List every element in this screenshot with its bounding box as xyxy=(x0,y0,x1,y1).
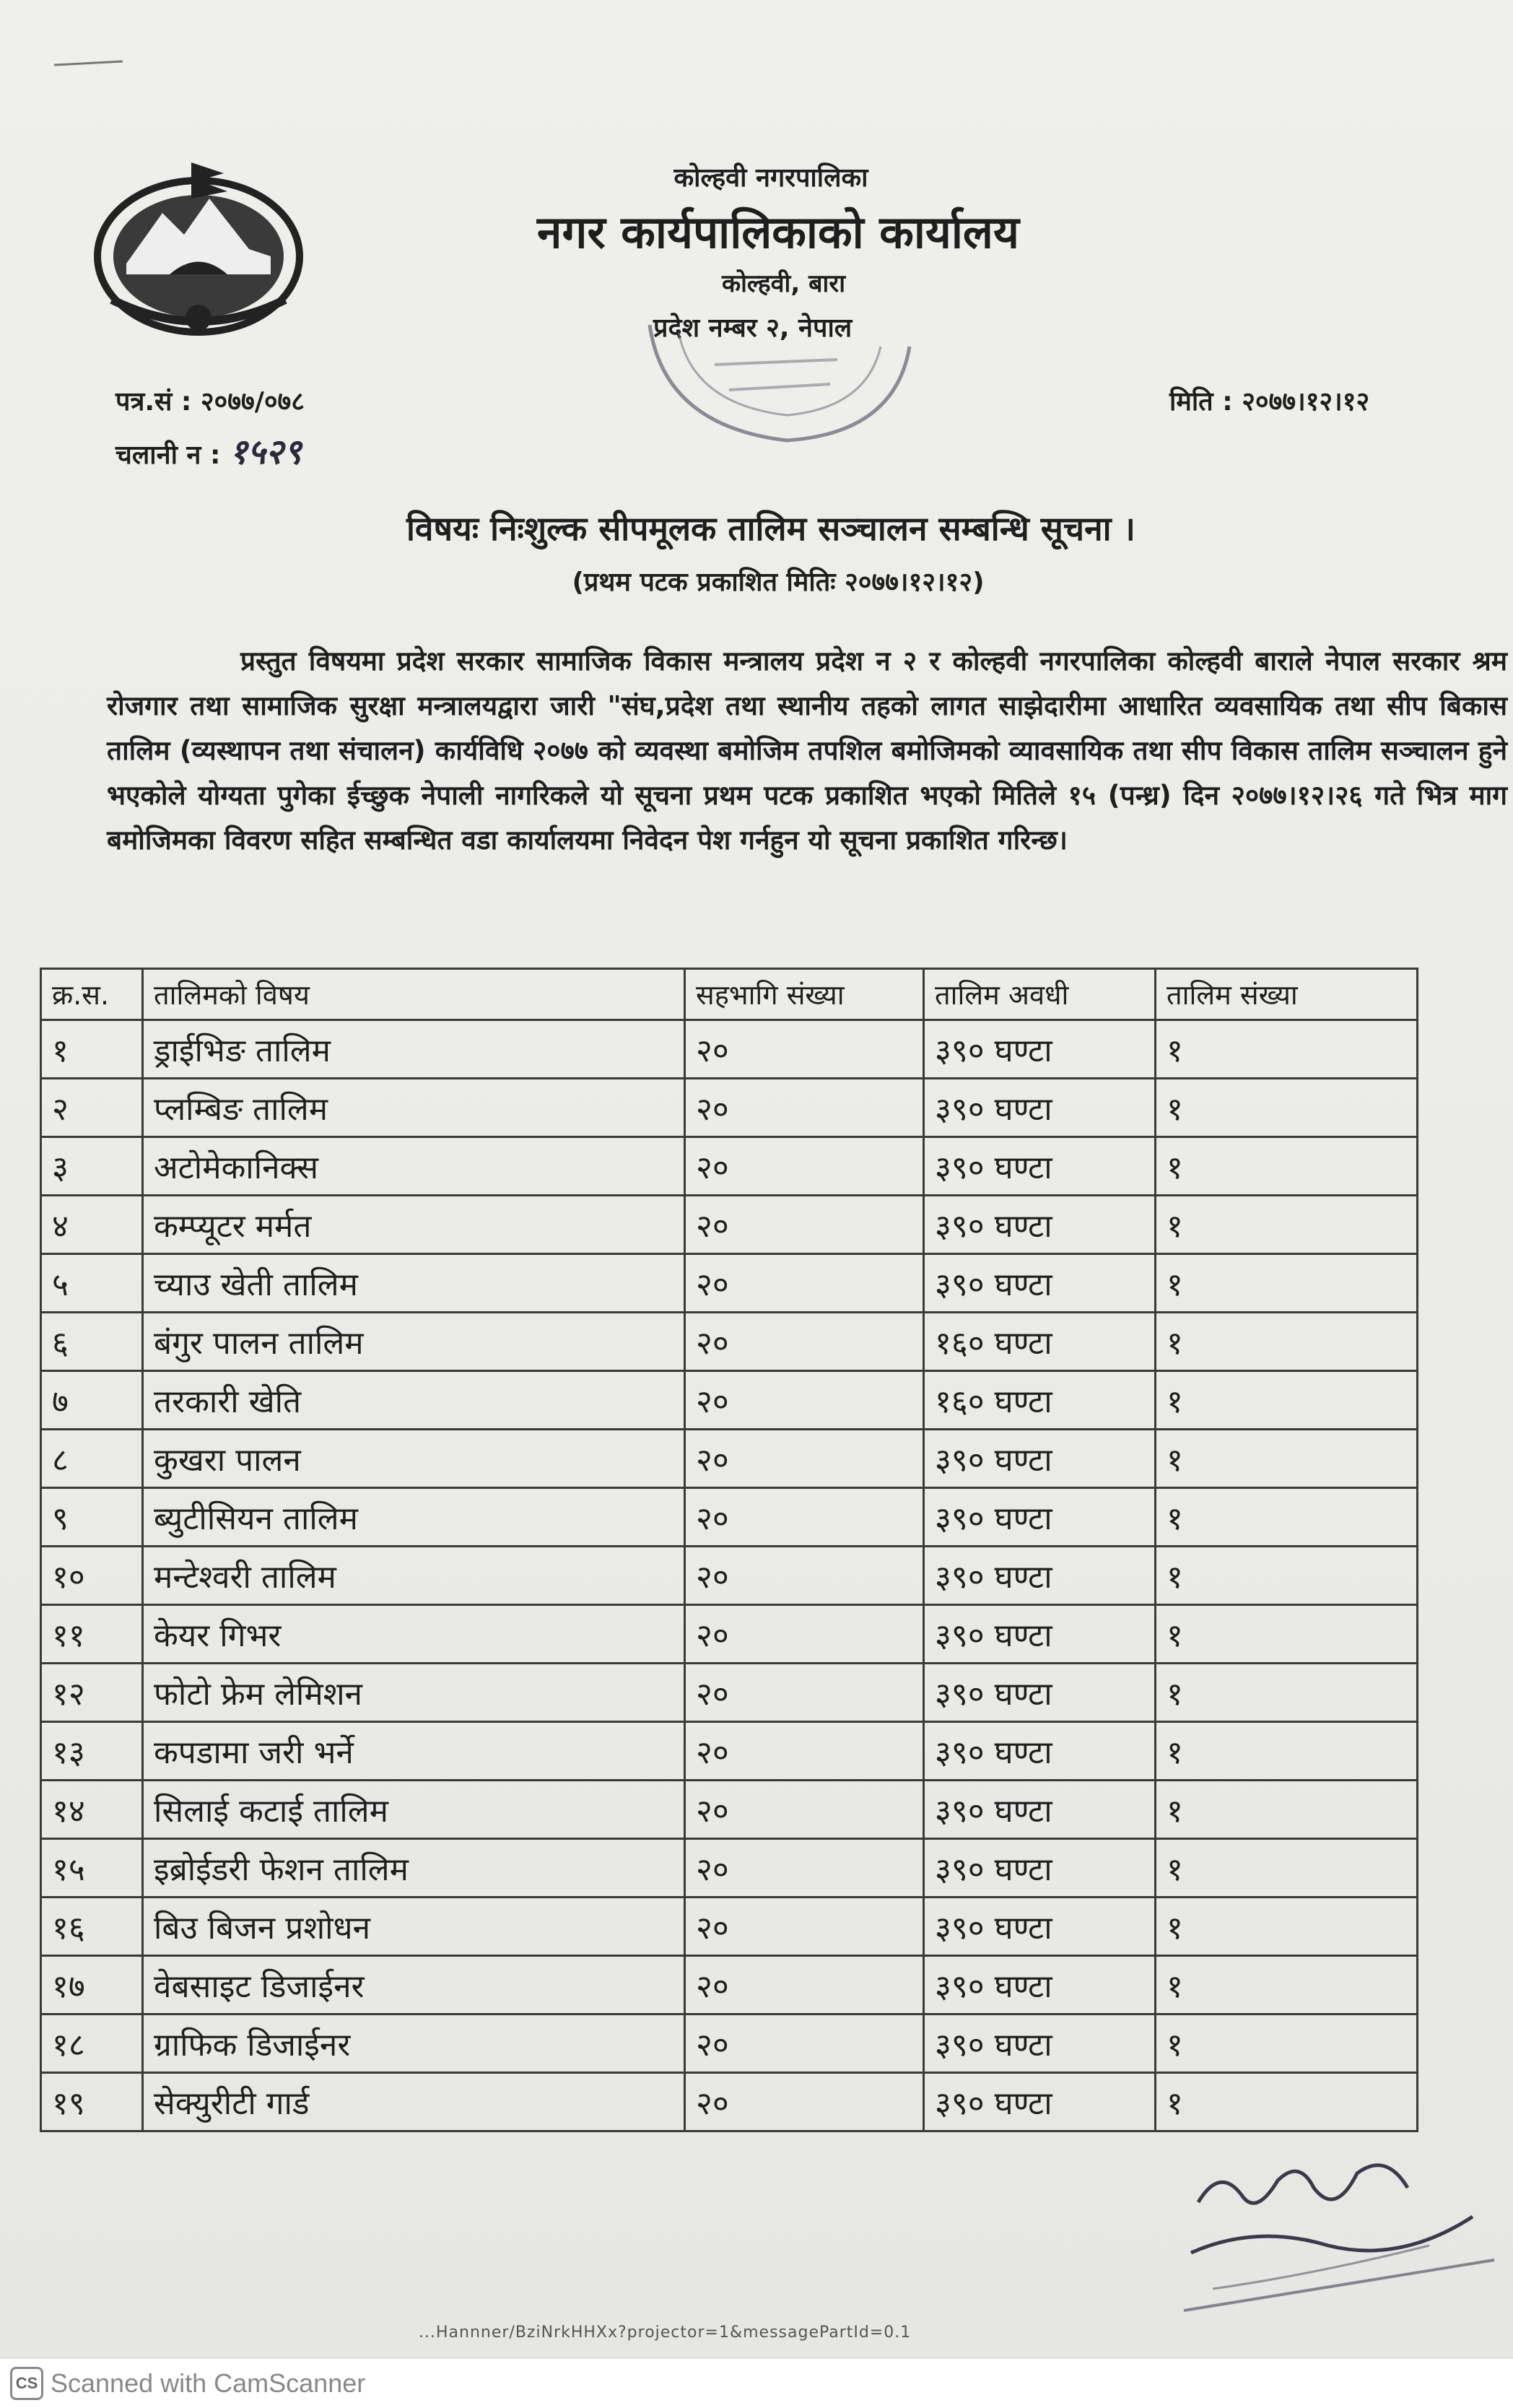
address-line-1: कोल्हवी, बारा xyxy=(722,269,846,298)
office-stamp-icon xyxy=(621,238,924,455)
cell-participants: २० xyxy=(685,1781,924,1839)
cell-serial: ४ xyxy=(41,1196,143,1254)
subject-line xyxy=(0,505,1513,550)
cell-duration: ३९० घण्टा xyxy=(924,1605,1156,1664)
cell-serial: १८ xyxy=(41,2014,143,2073)
notice-body: प्रस्तुत विषयमा प्रदेश सरकार सामाजिक विकास मन्त्रालय प्रदेश न २ र कोल्हवी नगरपालिका कोल्हवी बाराले नेपाल सरकार श्रम रोजगार तथा सामाजिक सुरक्षा मन्त्रालयद्वारा जारी "संघ,प्रदेश तथा स्थानीय तहको लागत साझेदारीमा आधारित व्यवसायिक तथा सीप बिकास तालिम (व्यस्थापन तथा संचालन) कार्यविधि २०७७ को व्यवस्था बमोजिम तपशिल बमोजिमको व्यावसायिक तथा सीप विकास तालिम सञ्चालन हुने भएकोले योग्यता पुगेका ईच्छुक नेपाली नागरिकले यो सूचना प्रथम पटक प्रकाशित भएको मितिले १५ (पन्ध्र) दिन २०७७।१२।२६ गते भित्र माग बमोजिमका विवरण सहित सम्बन्धित वडा कार्यालयमा निवेदन पेश गर्नहुन यो सूचना प्रकाशित गरिन्छ। xyxy=(107,646,1507,856)
dispatch-handwritten: १५२९ xyxy=(229,432,302,472)
cell-count: १ xyxy=(1156,1137,1418,1196)
cell-subject: वेबसाइट डिजाईनर xyxy=(143,1956,685,2014)
camscanner-label: Scanned with CamScanner xyxy=(51,2368,366,2398)
cell-participants: २० xyxy=(685,2014,924,2073)
cell-count: १ xyxy=(1156,1722,1418,1781)
cell-subject: कम्प्यूटर मर्मत xyxy=(143,1196,685,1254)
cell-serial: ७ xyxy=(41,1371,143,1430)
cell-subject: च्याउ खेती तालिम xyxy=(143,1254,685,1313)
cell-participants: २० xyxy=(685,1371,924,1430)
cell-duration: ३९० घण्टा xyxy=(924,1722,1156,1781)
cell-count: १ xyxy=(1156,1313,1418,1371)
table-row xyxy=(41,1137,1418,1196)
table-row xyxy=(41,1196,1418,1254)
cell-participants: २० xyxy=(685,1196,924,1254)
col-participants: सहभागि संख्या xyxy=(685,969,924,1020)
table-row xyxy=(41,1839,1418,1898)
table-row xyxy=(41,1313,1418,1371)
signature-icon xyxy=(1169,2137,1509,2339)
letter-date: मिति : २०७७।१२।१२ xyxy=(1169,387,1370,417)
col-subject: तालिमको विषय xyxy=(143,969,685,1020)
table-row xyxy=(41,1079,1418,1137)
cell-duration: ३९० घण्टा xyxy=(924,1488,1156,1547)
table-row xyxy=(41,1898,1418,1956)
cell-count: १ xyxy=(1156,1196,1418,1254)
cell-subject: केयर गिभर xyxy=(143,1605,685,1664)
cell-duration: ३९० घण्टा xyxy=(924,1254,1156,1313)
cell-count: १ xyxy=(1156,1371,1418,1430)
cell-count: १ xyxy=(1156,2073,1418,2131)
table-row xyxy=(41,1956,1418,2014)
table-row xyxy=(41,1254,1418,1313)
cell-serial: १३ xyxy=(41,1722,143,1781)
cell-duration: ३९० घण्टा xyxy=(924,2014,1156,2073)
cell-participants: २० xyxy=(685,1313,924,1371)
cell-serial: २ xyxy=(41,1079,143,1137)
cell-count: १ xyxy=(1156,1605,1418,1664)
table-row xyxy=(41,1664,1418,1722)
cell-participants: २० xyxy=(685,1605,924,1664)
cell-subject: ड्राईभिङ तालिम xyxy=(143,1020,685,1079)
cell-participants: २० xyxy=(685,1254,924,1313)
cell-duration: १६० घण्टा xyxy=(924,1371,1156,1430)
cell-subject: फोटो फ्रेम लेमिशन xyxy=(143,1664,685,1722)
table-row xyxy=(41,1430,1418,1488)
cell-serial: ५ xyxy=(41,1254,143,1313)
table-row xyxy=(41,1605,1418,1664)
cell-participants: २० xyxy=(685,2073,924,2131)
cell-subject: कपडामा जरी भर्ने xyxy=(143,1722,685,1781)
table-row xyxy=(41,1020,1418,1079)
subject-text: निःशुल्क सीपमूलक तालिम सञ्चालन सम्बन्धि सूचना । xyxy=(490,509,1135,548)
training-table xyxy=(40,968,1418,2132)
cell-subject: ब्युटीसियन तालिम xyxy=(143,1488,685,1547)
cell-subject: सेक्युरीटी गार्ड xyxy=(143,2073,685,2131)
cell-count: १ xyxy=(1156,1781,1418,1839)
table-row xyxy=(41,1488,1418,1547)
camscanner-logo-icon: CS xyxy=(10,2367,43,2400)
cell-count: १ xyxy=(1156,1664,1418,1722)
cell-serial: ११ xyxy=(41,1605,143,1664)
table-header-row xyxy=(41,969,1418,1020)
cell-duration: ३९० घण्टा xyxy=(924,1137,1156,1196)
col-count: तालिम संख्या xyxy=(1156,969,1418,1020)
table-row xyxy=(41,1722,1418,1781)
cell-serial: ३ xyxy=(41,1137,143,1196)
cell-serial: १६ xyxy=(41,1898,143,1956)
cell-serial: १२ xyxy=(41,1664,143,1722)
table-row xyxy=(41,1781,1418,1839)
cell-serial: ८ xyxy=(41,1430,143,1488)
reference-number: पत्र.सं : २०७७/०७८ xyxy=(115,387,305,417)
cell-serial: १० xyxy=(41,1547,143,1605)
cell-duration: ३९० घण्टा xyxy=(924,1956,1156,2014)
cell-count: १ xyxy=(1156,1079,1418,1137)
cell-count: १ xyxy=(1156,1430,1418,1488)
cell-participants: २० xyxy=(685,1956,924,2014)
municipality-name: कोल्हवी नगरपालिका xyxy=(673,163,868,193)
cell-count: १ xyxy=(1156,1020,1418,1079)
cell-count: १ xyxy=(1156,1956,1418,2014)
cell-count: १ xyxy=(1156,1839,1418,1898)
cell-duration: ३९० घण्टा xyxy=(924,1898,1156,1956)
col-duration: तालिम अवधी xyxy=(924,969,1156,1020)
cell-duration: १६० घण्टा xyxy=(924,1313,1156,1371)
cell-subject: ग्राफिक डिजाईनर xyxy=(143,2014,685,2073)
cell-count: १ xyxy=(1156,1488,1418,1547)
cell-participants: २० xyxy=(685,1547,924,1605)
cell-participants: २० xyxy=(685,1722,924,1781)
cell-count: १ xyxy=(1156,1898,1418,1956)
table-row xyxy=(41,1371,1418,1430)
table-row xyxy=(41,2073,1418,2131)
cell-duration: ३९० घण्टा xyxy=(924,2073,1156,2131)
cell-duration: ३९० घण्टा xyxy=(924,1547,1156,1605)
cell-serial: १ xyxy=(41,1020,143,1079)
publication-date: (प्रथम पटक प्रकाशित मितिः २०७७।१२।१२) xyxy=(572,568,985,597)
cell-count: १ xyxy=(1156,1547,1418,1605)
cell-duration: ३९० घण्टा xyxy=(924,1020,1156,1079)
cell-subject: तरकारी खेति xyxy=(143,1371,685,1430)
cell-subject: अटोमेकानिक्स xyxy=(143,1137,685,1196)
camscanner-footer xyxy=(0,2358,1513,2408)
cell-duration: ३९० घण्टा xyxy=(924,1196,1156,1254)
cell-participants: २० xyxy=(685,1079,924,1137)
cell-participants: २० xyxy=(685,1839,924,1898)
cell-duration: ३९० घण्टा xyxy=(924,1781,1156,1839)
cell-subject: प्लम्बिङ तालिम xyxy=(143,1079,685,1137)
table-row xyxy=(41,2014,1418,2073)
cell-duration: ३९० घण्टा xyxy=(924,1664,1156,1722)
cell-count: १ xyxy=(1156,2014,1418,2073)
cell-count: १ xyxy=(1156,1254,1418,1313)
subject-label: विषयः xyxy=(406,509,479,548)
table-row xyxy=(41,1547,1418,1605)
address-line-2: प्रदेश नम्बर २, नेपाल xyxy=(653,313,853,343)
cell-participants: २० xyxy=(685,1898,924,1956)
cell-subject: इब्रोईडरी फेशन तालिम xyxy=(143,1839,685,1898)
browser-url-fragment: ...Hannner/BziNrkHHXx?projector=1&messagePartId=0.1 xyxy=(419,2324,912,2342)
cell-duration: ३९० घण्टा xyxy=(924,1430,1156,1488)
cell-participants: २० xyxy=(685,1488,924,1547)
cell-serial: १९ xyxy=(41,2073,143,2131)
cell-serial: ९ xyxy=(41,1488,143,1547)
cell-duration: ३९० घण्टा xyxy=(924,1079,1156,1137)
cell-subject: कुखरा पालन xyxy=(143,1430,685,1488)
office-name: नगर कार्यपालिकाको कार्यालय xyxy=(537,206,1019,258)
cell-subject: बिउ बिजन प्रशोधन xyxy=(143,1898,685,1956)
col-serial: क्र.स. xyxy=(41,969,143,1020)
cell-serial: ६ xyxy=(41,1313,143,1371)
cell-participants: २० xyxy=(685,1020,924,1079)
cell-participants: २० xyxy=(685,1137,924,1196)
cell-subject: मन्टेश्वरी तालिम xyxy=(143,1547,685,1605)
cell-serial: १५ xyxy=(41,1839,143,1898)
dispatch-number: चलानी न : १५२९ xyxy=(115,432,302,472)
cell-serial: १७ xyxy=(41,1956,143,2014)
cell-participants: २० xyxy=(685,1430,924,1488)
cell-serial: १४ xyxy=(41,1781,143,1839)
cell-subject: सिलाई कटाई तालिम xyxy=(143,1781,685,1839)
cell-subject: बंगुर पालन तालिम xyxy=(143,1313,685,1371)
cell-duration: ३९० घण्टा xyxy=(924,1839,1156,1898)
scan-mark xyxy=(54,61,123,66)
cell-participants: २० xyxy=(685,1664,924,1722)
